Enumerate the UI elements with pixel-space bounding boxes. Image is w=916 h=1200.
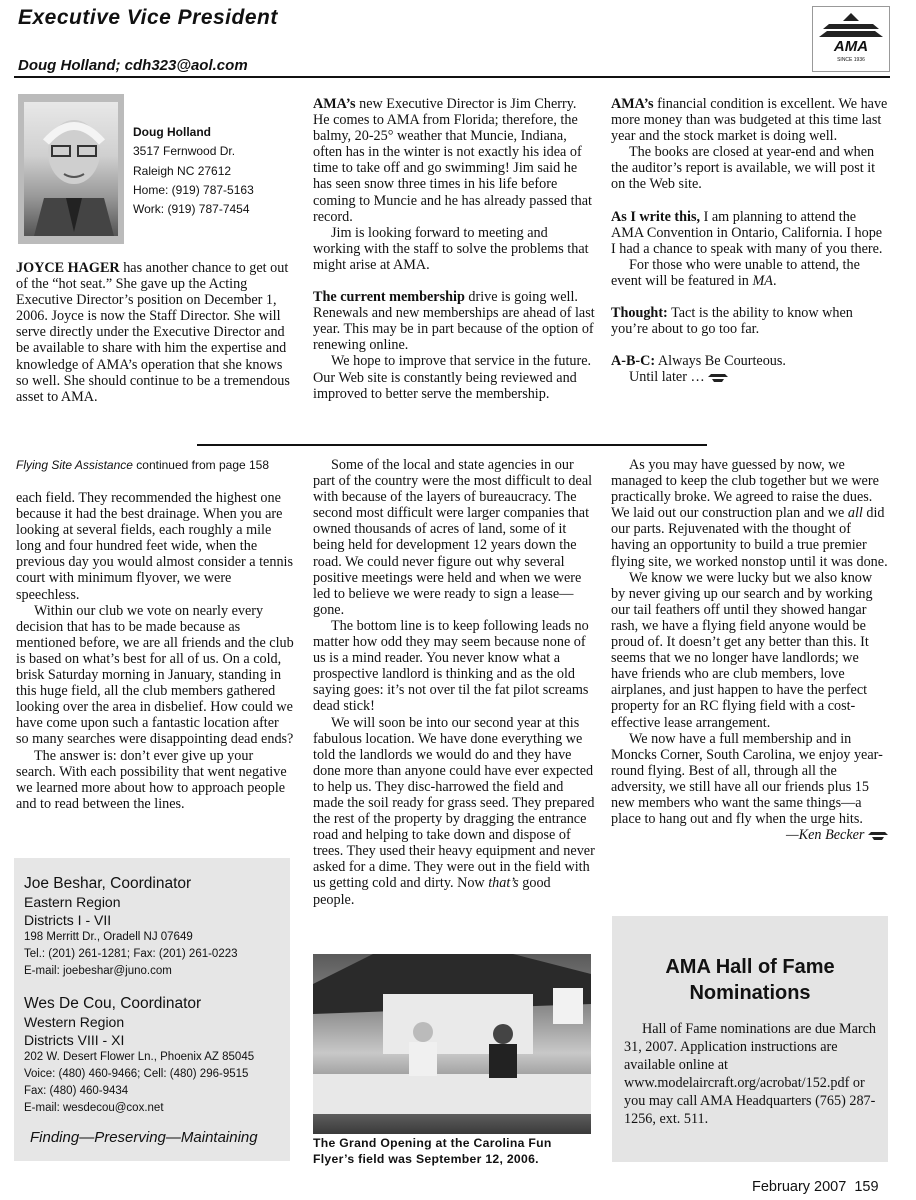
joyce-hager-paragraph: JOYCE HAGER has another chance to get out of the “hot seat.” She gave up the Acting Executive Director’s position on December 1, 2006. Joyce is now the Staff Director. She will serve directly under the Executive Director and be available to share with him the expertise and knowledge of AMA’s operation that she knows so well. She should continue to be a tremendous asset to AMA.: [16, 260, 290, 405]
coordinator-2-name: Wes De Cou, Coordinator: [24, 995, 202, 1012]
lead-joyce-hager: JOYCE HAGER: [16, 260, 120, 276]
header-rule: [14, 76, 890, 78]
ama-mini-logo-icon: [708, 373, 728, 383]
contact-block: [133, 123, 254, 219]
coordinator-tagline: Finding—Preserving—Maintaining: [30, 1129, 258, 1146]
continued-label: Flying Site Assistance continued from page 158: [16, 458, 270, 472]
flying-site-continued: each field. They recommended the highest one because it had the best drainage. When you are looking at several fields, each roughly a mile long and four hundred feet wide, when the previous day you would almost consider a tennis court with minimum flyover, we were speechless. Within our club we vote on nearly every decision that has to be made because as mentioned before, we are all friends and the club is based on what’s best for all of us. On a cold, brisk Saturday morning in January, standing in this huge field, all the club members gathered looking over the area in disbelief. How could we have come upon such a fantastic location after so many searches were disappointing dead ends? The answer is: don’t ever give up your search. With each possibility that went negative we learned more about how to approach people and to read between the lines.: [16, 490, 294, 812]
hall-of-fame-title: AMA Hall of Fame Nominations: [665, 956, 835, 1004]
contact-home-phone: Home: (919) 787-5163: [133, 182, 254, 197]
coordinator-1-name: Joe Beshar, Coordinator: [24, 875, 192, 892]
financial-column: AMA’s financial condition is excellent. We have more money than was budgeted at this time last year and the stock market is doing well. The books are closed at year-end and when the auditor’s report is available, we will post it on the Web site. As I write this, I am planning to attend the AMA Convention in Ontario, California. I hope I had a chance to speak with many of you there. For those who were unable to attend, the event will be featured in MA. Thought: Tact is the ability to know when you’re about to go too far. A-B-C: Always Be Courteous. Until later …: [611, 96, 888, 386]
grand-opening-photo: [313, 954, 591, 1134]
executive-director-column: AMA’s new Executive Director is Jim Cherry. He comes to AMA from Florida; therefore, the balmy, 20-25° weather that Muncie, Indiana, often has in the winter is not exactly his idea of time to take off and go swimming! Jim said he has seen snow three times in his life before coming to Muncie and he has already passed that record. Jim is looking forward to meeting and working with the staff to solve the problems that might arise at AMA. The current membership drive is going well. Renewals and new memberships are ahead of last year. This may be in part because of the option of renewing online. We hope to improve that service in the future. Our Web site is constantly being reviewed and improved to better serve the membership.: [313, 96, 595, 402]
photo-caption: The Grand Opening at the Carolina Fun Flyer’s field was September 12, 2006.: [313, 1136, 552, 1166]
byline: Doug Holland; cdh323@aol.com: [18, 57, 248, 74]
club-column: As you may have guessed by now, we managed to keep the club together but we were practically broke. We agreed to raise the dues. We laid out our construction plan and we all did our parts. Rejuvenated with the thought of having an opportunity to build a true premier flying site, we worked nonstop until it was done. We know we were lucky but we also know by never giving up our search and by working our tail feathers off until they showed hangar rash, we have a flying field anyone would be proud of. It doesn’t get any better than this. It seems that we no longer have landlords; we have friends who are club members, love airplanes, and just happen to have the perfect property for an RC flying field with a cost-effective lease arrangement. We now have a full membership and in Moncks Corner, South Carolina, we enjoy year-round flying. Best of all, through all the adversity, we still have all our friends plus 15 new members who want the same things—a place to hang out and fly when the urge hits. —Ken Becker: [611, 457, 888, 844]
section-divider: [197, 444, 707, 446]
coordinator-box: Joe Beshar, Coordinator Eastern Region Districts I - VII 198 Merritt Dr., Oradell NJ 07649 Tel.: (201) 261-1281; Fax: (201) 261-0223 E-mail: joebeshar@juno.com Wes De Cou, Coordinator Western Region Districts VIII - XI 202 W. Desert Flower Ln., Phoenix AZ 85045 Voice: (480) 460-9466; Cell: (480) 296-9515 Fax: (480) 460-9434 E-mail: wesdecou@cox.net Finding—Preserving—Maintaining: [14, 858, 290, 1161]
contact-city: Raleigh NC 27612: [133, 163, 232, 178]
agencies-column: Some of the local and state agencies in our part of the country were the most difficult to deal with because of the layers of bureaucracy. The second most difficult were larger companies that owned thousands of acres of land, some of it being held for development 12 years down the road. We could never figure out why several positive meetings were held and when we were led to believe we were ready to sign a lease—gone. The bottom line is to keep following leads no matter how odd they may seem because none of us is a mind reader. You never know what a prospective landlord is thinking and as the old saying goes: it’s not over til the fat pilot screams dead stick! We will soon be into our second year at this fabulous location. We have done everything we told the landlords we would do and they have done more than anyone could have ever expected to help us. They disc-harrowed the field and made the soil ready for grass seed. They prepared the rest of the property by dragging the entrance road and helping to take down and dispose of trees. They used their heavy equipment and never asked for a dime. They were out in the field with us getting cold and dirty. Now that’s good people.: [313, 457, 595, 908]
contact-work-phone: Work: (919) 787-7454: [133, 202, 250, 217]
hall-of-fame-text: Hall of Fame nominations are due March 31, 2007. Application instructions are available online at www.modelaircraft.org/acrobat/152.pdf or you may call AMA Headquarters (765) 287-1256, ext. 511.: [624, 1021, 877, 1127]
ama-mini-logo-icon: [868, 831, 888, 841]
ama-wings-icon: [813, 7, 889, 71]
signature: —Ken Becker: [786, 827, 865, 844]
coordinator-2-email: E-mail: wesdecou@cox.net: [24, 1102, 164, 1114]
logo-since: SINCE 1936: [837, 57, 865, 63]
contact-address: 3517 Fernwood Dr.: [133, 144, 236, 159]
portrait-photo: [24, 102, 118, 236]
coordinator-1-email: E-mail: joebeshar@juno.com: [24, 965, 172, 977]
page-title: Executive Vice President: [18, 6, 278, 29]
page-footer: February 2007 159: [752, 1179, 879, 1195]
contact-name: Doug Holland: [133, 125, 211, 139]
logo-text: AMA: [833, 38, 869, 55]
hall-of-fame-box: [612, 916, 888, 1162]
ama-logo: [812, 6, 890, 72]
